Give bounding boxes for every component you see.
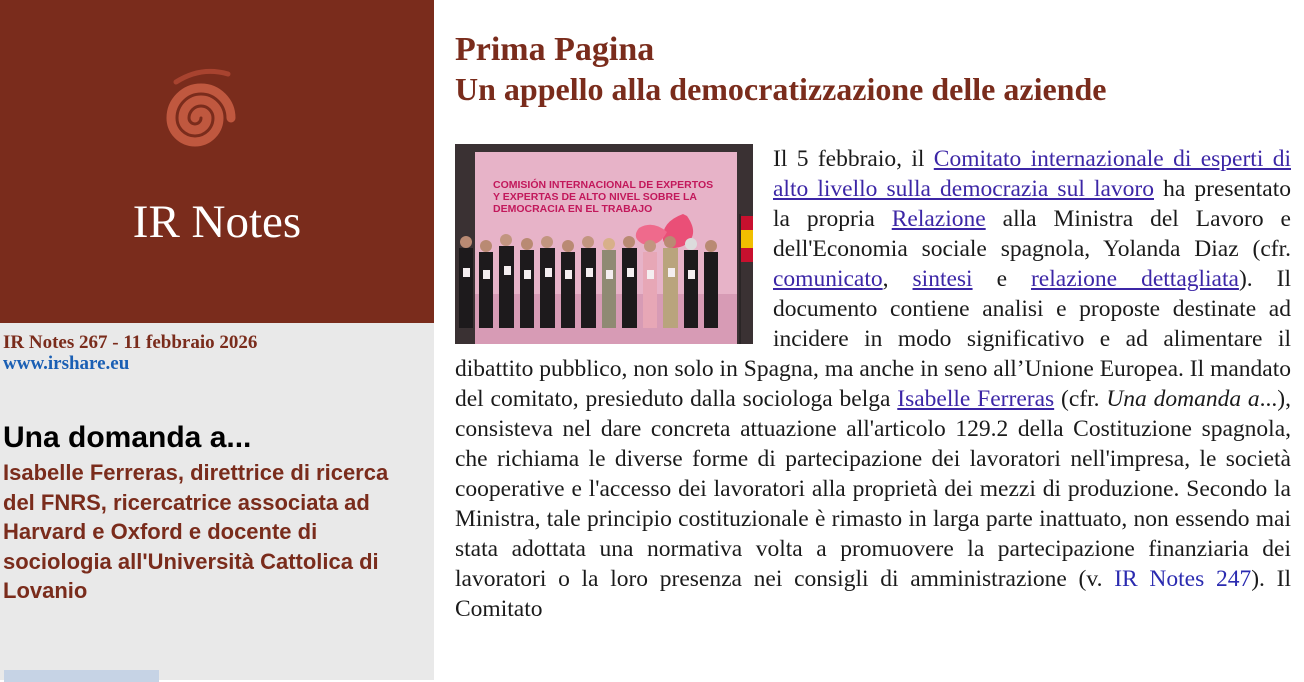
sidebar-thumbnail-image[interactable]	[4, 670, 159, 682]
article-text: ha presentato la propria	[773, 176, 1291, 232]
sidebar-section-subheading[interactable]: Isabelle Ferreras, direttrice di ricerca del FNRS, ricercatrice associata ad Harvard e Oxford e docente di sociologia all'Università Cattolica di Lovanio	[3, 460, 389, 604]
sidebar-section-heading[interactable]: Una domanda a...	[3, 421, 252, 454]
article-text: alla Ministra del Lavoro e dell'Economia sociale spagnola, Yolanda Diaz (cfr.	[773, 206, 1291, 262]
spiral-logo-icon	[146, 60, 256, 180]
article-text: ,	[882, 266, 913, 292]
link-ir-notes-247[interactable]: IR Notes 247	[1114, 566, 1252, 592]
article-text: Il 5 febbraio, il	[773, 146, 934, 172]
article-body	[455, 144, 1291, 624]
banner-line-3: DEMOCRACIA EN EL TRABAJO	[493, 203, 653, 215]
article-emphasis: Una domanda a	[1106, 386, 1260, 412]
article-text: ). Il Comitato	[455, 566, 1291, 622]
link-comitato[interactable]: Comitato internazionale di esperti di alto livello sulla democrazia sul lavoro	[773, 146, 1291, 202]
article-title: Un appello alla democratizzazione delle aziende	[455, 71, 1107, 107]
sidebar	[0, 0, 434, 680]
banner-line-2: Y EXPERTAS DE ALTO NIVEL SOBRE LA	[493, 191, 698, 203]
link-relazione-dettagliata[interactable]: relazione dettagliata	[1030, 266, 1239, 292]
page-title: Prima Pagina	[455, 31, 655, 68]
issue-info: IR Notes 267 - 11 febbraio 2026	[3, 332, 258, 353]
article-text: e	[972, 266, 1031, 292]
logo[interactable]	[0, 0, 434, 323]
link-sintesi[interactable]: sintesi	[912, 266, 973, 292]
site-link[interactable]: www.irshare.eu	[3, 353, 130, 374]
photo-illustration	[455, 144, 753, 344]
link-comunicato[interactable]: comunicato	[773, 266, 883, 292]
link-relazione[interactable]: Relazione	[891, 206, 986, 232]
logo-text: IR Notes	[132, 196, 302, 248]
article-text: (cfr.	[1054, 386, 1107, 412]
banner-line-1: COMISIÓN INTERNACIONAL DE EXPERTOS	[493, 179, 714, 191]
link-isabelle-ferreras[interactable]: Isabelle Ferreras	[897, 386, 1055, 412]
article-photo[interactable]	[455, 144, 753, 344]
article-text: ...), consisteva nel dare concreta attuazione all'articolo 129.2 della Costituzione spagnola, che richiama le diverse forme di partecipazione dei lavoratori nell'impresa, le società cooperative e l'accesso dei lavoratori alla proprietà dei mezzi di produzione. Secondo la Ministra, tale principio costituzionale è rimasto in larga parte inattuato, non essendo mai stata adottata una normativa volta a promuovere la partecipazione finanziaria dei lavoratori o la loro presenza nei consigli di amministrazione (v.	[455, 386, 1291, 592]
article-text: ). Il documento contiene analisi e proposte destinate ad incidere in modo significativo e ad alimentare il dibattito pubblico, non solo in Spagna, ma anche in seno all’Unione Europea. Il mandato del comitato, presieduto dalla sociologa belga	[455, 266, 1291, 412]
